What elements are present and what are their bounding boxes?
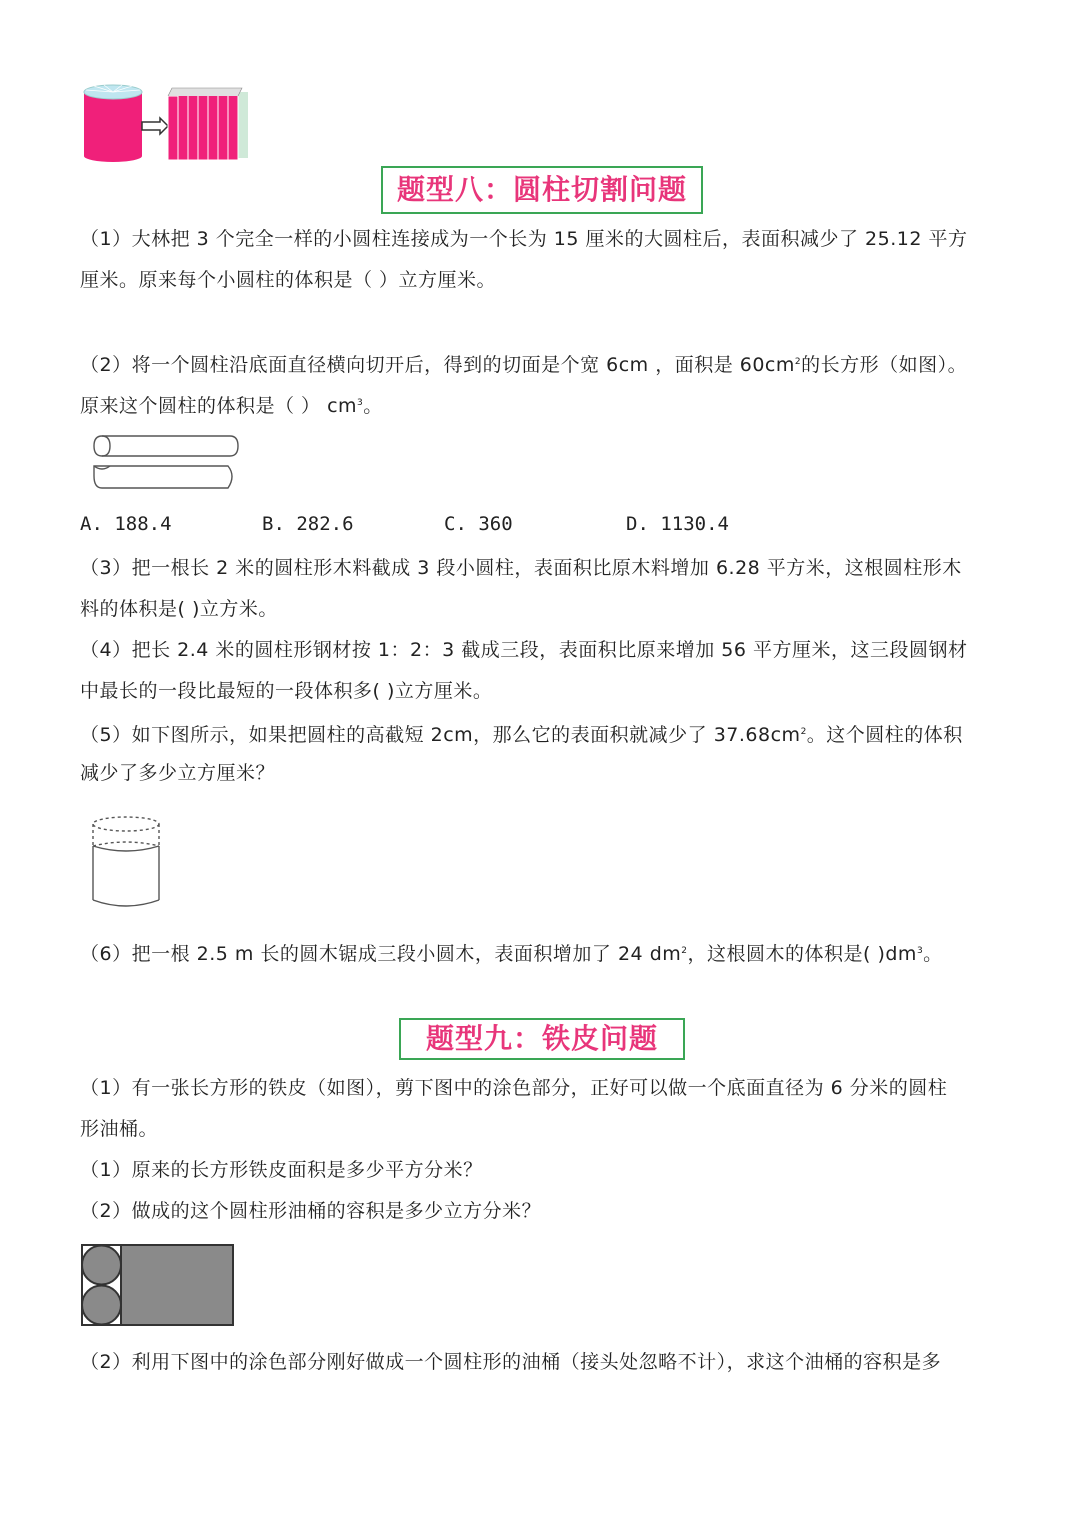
q4-line2: 中最长的一段比最短的一段体积多( )立方厘米。 <box>80 680 493 702</box>
q5-line1 <box>80 719 963 748</box>
cubed-sup: 3 <box>916 946 924 956</box>
q2-line1-text: （2）将一个圆柱沿底面直径横向切开后，得到的切面是个宽 6cm ，面积是 60cm <box>80 354 795 376</box>
q6-text-a: （6）把一根 2.5 m 长的圆木锯成三段小圆木，表面积增加了 24 dm <box>80 943 682 965</box>
q2-line2 <box>80 390 383 419</box>
s9-p1-line1: （1）有一张长方形的铁皮（如图），剪下图中的涂色部分，正好可以做一个底面直径为 6 分米的圆柱 <box>80 1077 948 1099</box>
s9-p2-line1: （2）利用下图中的涂色部分刚好做成一个圆柱形的油桶（接头处忽略不计），求这个油桶的容积是多 <box>80 1351 942 1373</box>
section8-heading: 题型八：圆柱切割问题 <box>381 166 703 214</box>
cylinder-slice-illustration <box>80 82 250 164</box>
q3-line2: 料的体积是( )立方米。 <box>80 598 278 620</box>
q5-line1-text: （5）如下图所示，如果把圆柱的高截短 2cm，那么它的表面积就减少了 37.68cm <box>80 724 801 746</box>
squared-sup: 2 <box>800 727 807 737</box>
q5-line2: 减少了多少立方厘米？ <box>80 762 276 784</box>
half-cylinder-figure <box>90 432 242 496</box>
s9-sub2: （2）做成的这个圆柱形油桶的容积是多少立方分米？ <box>80 1200 542 1222</box>
q6-line <box>80 938 943 967</box>
squared-sup: 2 <box>681 946 688 956</box>
option-b: B. 282.6 <box>262 513 354 535</box>
truncated-cylinder-figure <box>88 812 166 912</box>
q1-line2: 厘米。原来每个小圆柱的体积是（ ）立方厘米。 <box>80 269 497 291</box>
cubed-sup: 3 <box>357 398 364 408</box>
squared-sup: 2 <box>794 357 802 367</box>
q2-line1-text-b: 的长方形（如图）。 <box>801 354 968 376</box>
q1-line1: （1）大林把 3 个完全一样的小圆柱连接成为一个长为 15 厘米的大圆柱后，表面积减少了 25.12 平方 <box>80 228 968 250</box>
q3-line1: （3）把一根长 2 米的圆柱形木料截成 3 段小圆柱，表面积比原木料增加 6.28 平方米，这根圆柱形木 <box>80 557 962 579</box>
option-a: A. 188.4 <box>80 513 172 535</box>
iron-sheet-figure <box>81 1244 237 1328</box>
q2-line1 <box>80 349 967 378</box>
q6-text-c: 。 <box>923 943 943 965</box>
option-c: C. 360 <box>444 513 513 535</box>
q5-line1-text-b: 。这个圆柱的体积 <box>806 724 963 746</box>
s9-sub1: （1）原来的长方形铁皮面积是多少平方分米？ <box>80 1159 483 1181</box>
s9-p1-line2: 形油桶。 <box>80 1118 159 1140</box>
q2-line2-text: 原来这个圆柱的体积是（ ） cm <box>80 395 358 417</box>
q2-line2-text-b: 。 <box>363 395 383 417</box>
q4-line1: （4）把长 2.4 米的圆柱形钢材按 1：2：3 截成三段，表面积比原来增加 56 平方厘米，这三段圆钢材 <box>80 639 968 661</box>
q6-text-b: ，这根圆木的体积是( )dm <box>687 943 917 965</box>
section9-heading: 题型九：铁皮问题 <box>399 1018 685 1060</box>
option-d: D. 1130.4 <box>626 513 729 535</box>
